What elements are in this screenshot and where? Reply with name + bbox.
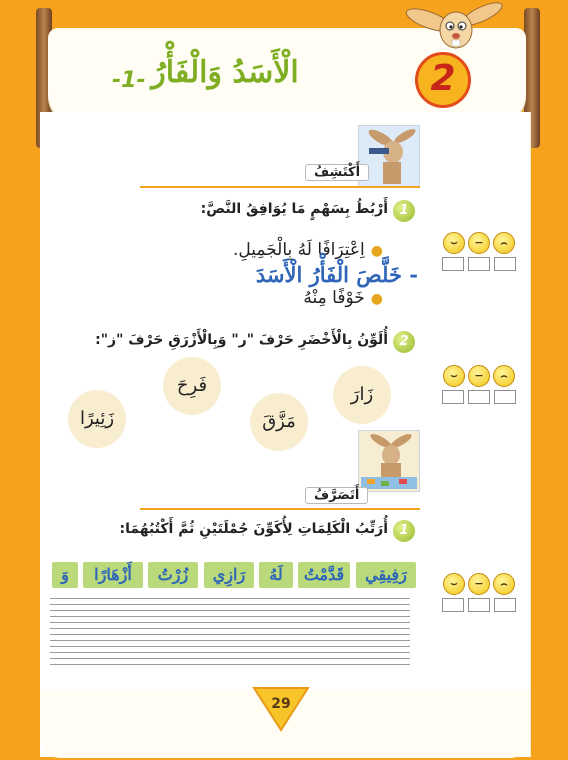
sad-face-icon[interactable]: ⌢ [493,232,515,254]
word-card[interactable]: قَدَّمْتُ [298,562,350,588]
check-box[interactable] [468,390,490,404]
q1-option-fear [303,288,383,308]
word-bubble[interactable]: فَرِحَ [163,357,221,415]
page-number: 29 [271,696,291,712]
word-card[interactable]: أَزْهَارًا [83,562,143,588]
title-number: -1- [112,68,146,93]
word-card[interactable]: زُرْتُ [148,562,198,588]
section-divider [140,186,420,188]
section-label-discover: أَكْتَشِفُ [305,164,369,181]
word-card[interactable]: وَ [52,562,78,588]
bunny-mascot-icon [404,0,504,54]
neutral-face-icon[interactable]: − [468,232,490,254]
check-box[interactable] [442,598,464,612]
section-label-act: أَتَصَرَّفُ [305,487,368,504]
q1-option-gratitude [233,240,383,260]
neutral-face-icon[interactable]: − [468,365,490,387]
q1-option-2-text: خَوْفًا مِنْهُ [303,288,365,308]
bullet-dot: ● [370,243,383,259]
word-card[interactable]: لَهُ [259,562,293,588]
check-box[interactable] [468,257,490,271]
page-title: الْأَسَدُ وَالْفَأْرُ [151,55,299,90]
question-2-text: أُلَوِّنُ بِالْأَخْضَرِ حَرْفَ "ر" وَبِالْأَزْرَقِ حَرْفَ "ز": [95,332,388,348]
question-number-1: 1 [393,200,415,222]
unit-number-badge: 2 [415,52,471,108]
assessment-q3 [440,573,518,612]
sad-face-icon[interactable]: ⌢ [493,573,515,595]
check-box[interactable] [494,257,516,271]
question-3-text: أُرَتِّبُ الْكَلِمَاتِ لِأُكَوِّنَ جُمْلَتَيْنِ ثُمَّ أَكْتُبُهُمَا: [119,521,388,537]
page-number-badge [252,686,310,732]
question-number-3: 1 [393,520,415,542]
check-box[interactable] [468,598,490,612]
word-card[interactable]: رَفِيقِي [356,562,416,588]
bullet-dot: ● [370,291,383,307]
happy-face-icon[interactable]: ⌣ [443,573,465,595]
question-1-text: أَرْبُطُ بِسَهْمٍ مَا يُوَافِقُ النَّصَّ: [200,201,388,217]
bunny-playing-image [358,430,420,492]
writing-lines[interactable] [50,598,410,676]
happy-face-icon[interactable]: ⌣ [443,232,465,254]
question-number-2: 2 [393,331,415,353]
check-box[interactable] [442,257,464,271]
word-bubble[interactable]: زَئِيرًا [68,390,126,448]
happy-face-icon[interactable]: ⌣ [443,365,465,387]
word-bubble[interactable]: مَزَّقَ [250,393,308,451]
check-box[interactable] [494,390,516,404]
check-box[interactable] [442,390,464,404]
q1-sentence: - خَلَّصَ الْفَأْرُ الْأَسَدَ [255,262,418,287]
word-card[interactable]: رَازِي [204,562,254,588]
check-box[interactable] [494,598,516,612]
q1-option-1-text: اِعْتِرَافًا لَهُ بِالْجَمِيلِ. [232,240,365,260]
neutral-face-icon[interactable]: − [468,573,490,595]
word-bubble[interactable]: زَارَ [333,366,391,424]
assessment-q1 [440,232,518,271]
section-divider [140,508,420,510]
assessment-q2 [440,365,518,404]
sad-face-icon[interactable]: ⌢ [493,365,515,387]
